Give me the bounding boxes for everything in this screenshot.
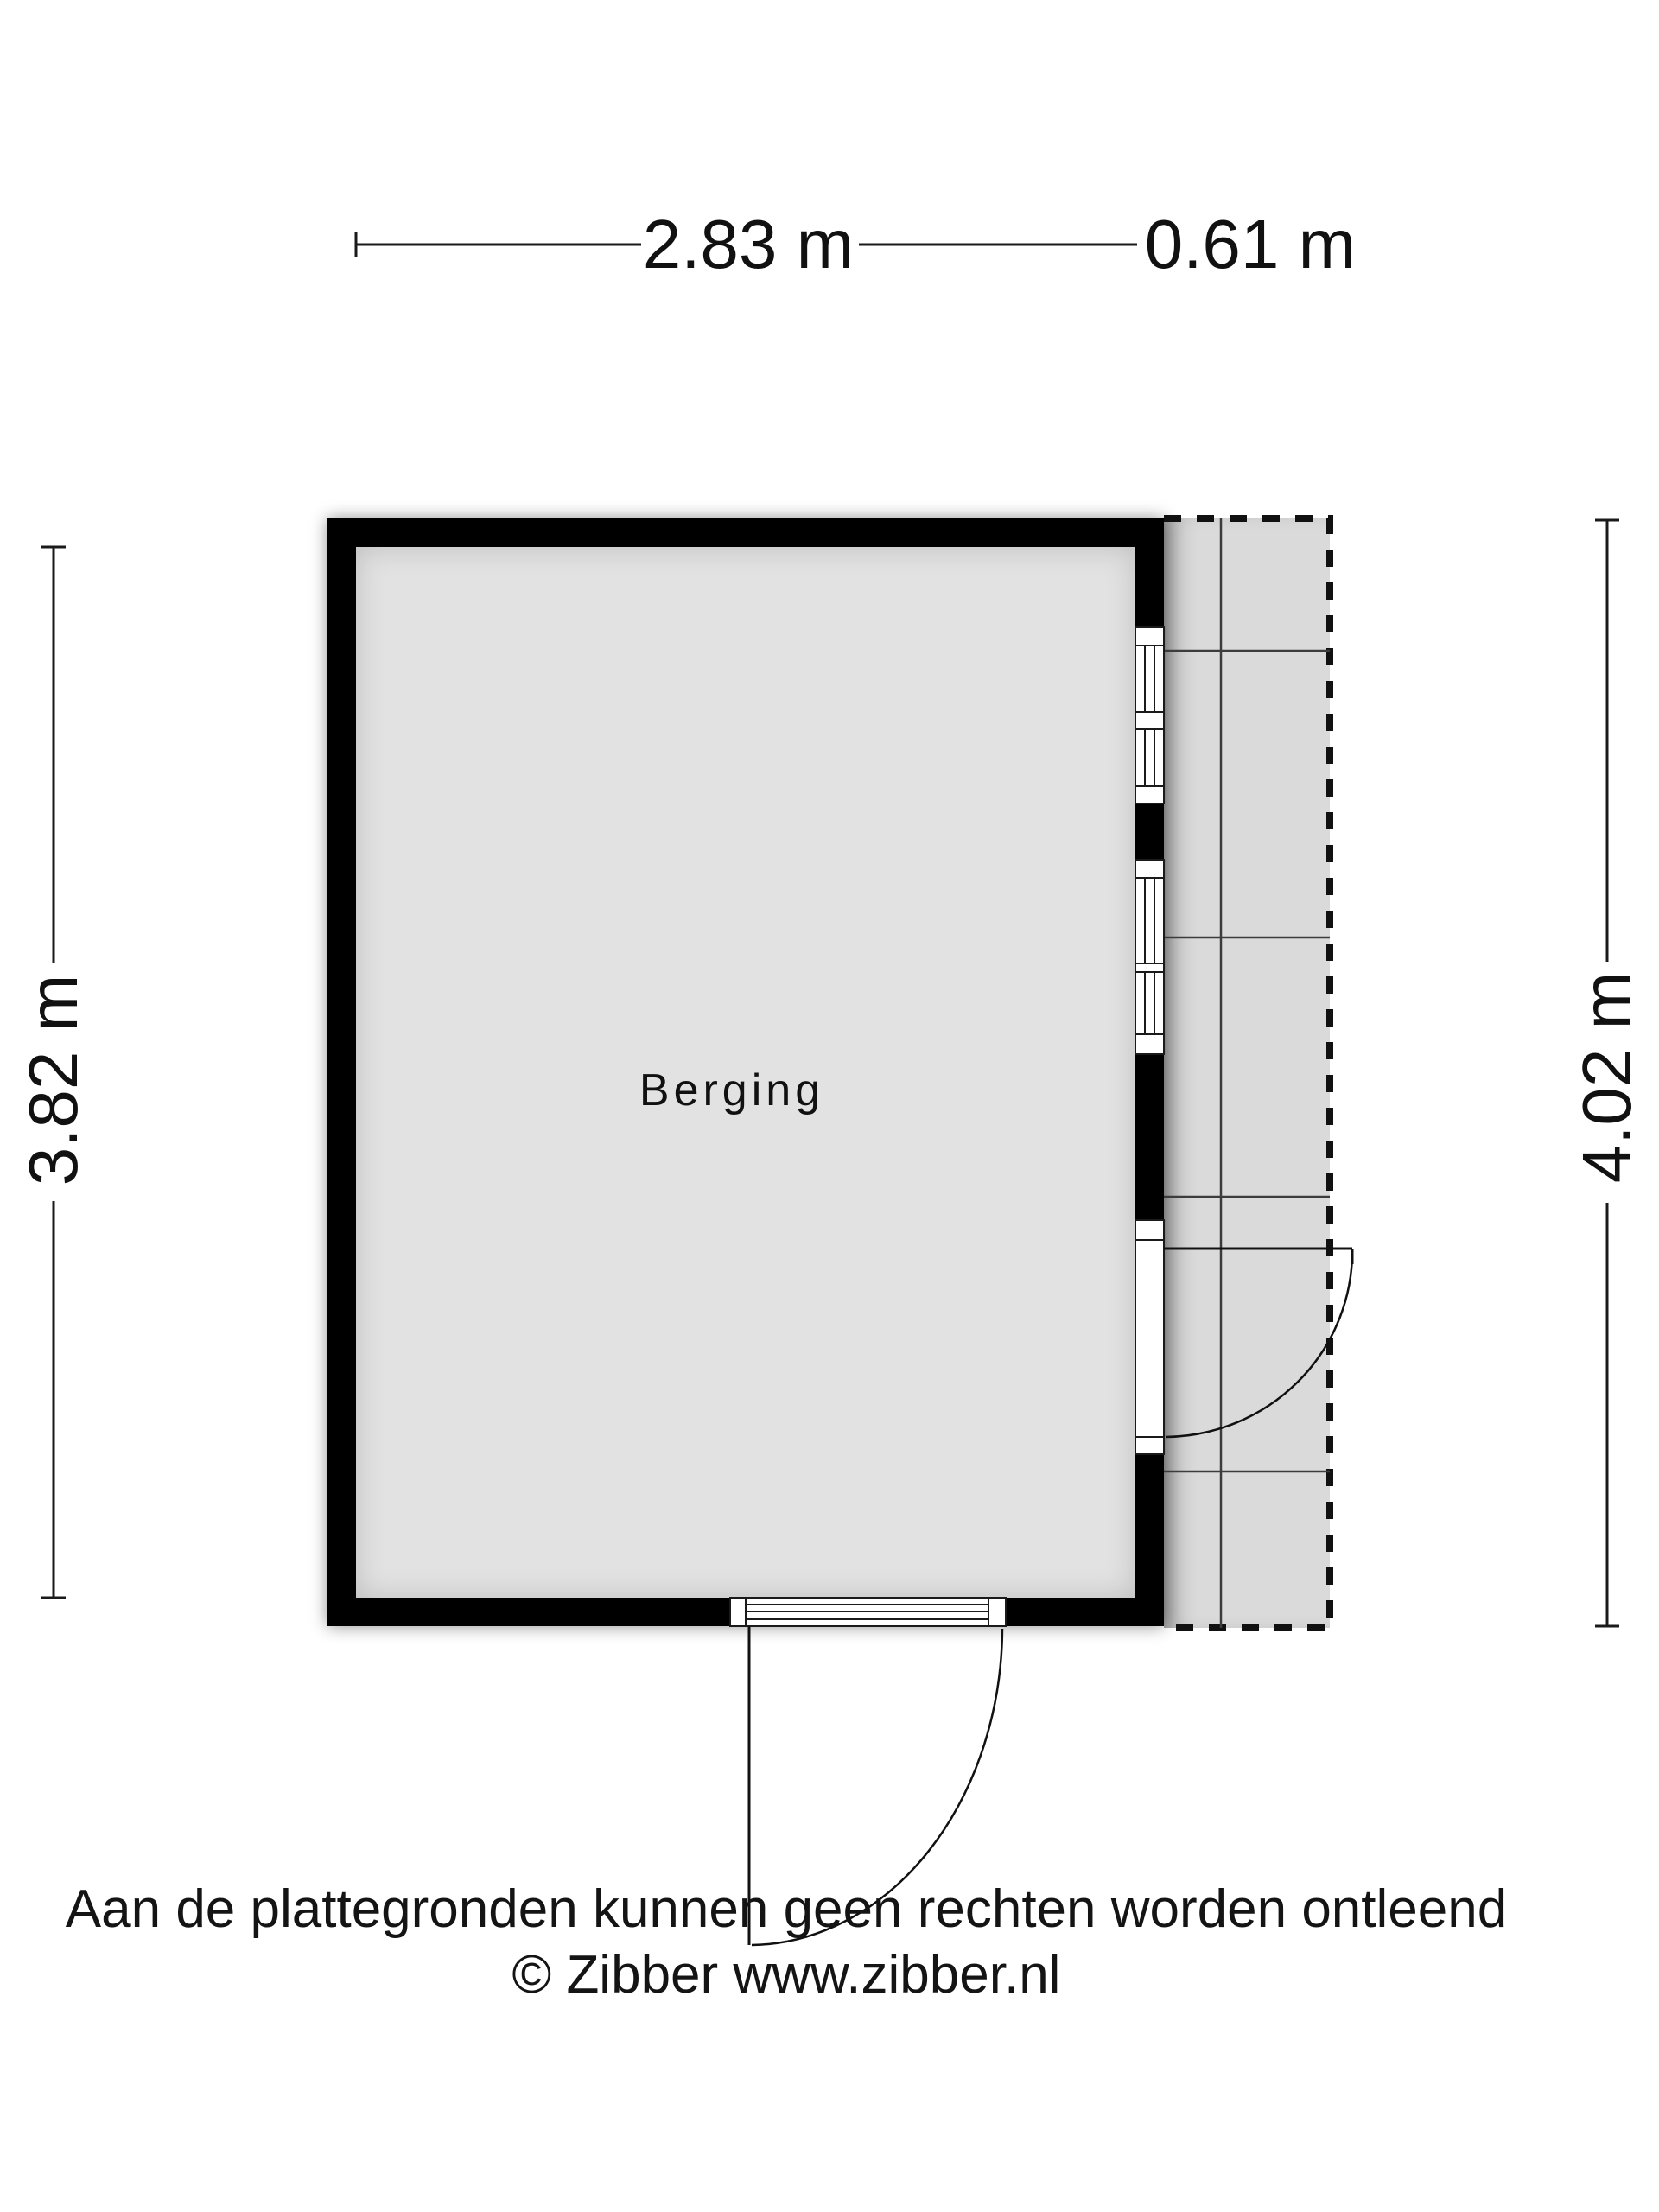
window-glazing (1135, 972, 1164, 1034)
door-jamb (988, 1598, 1006, 1626)
window-frame (1135, 860, 1164, 878)
window-frame (1135, 786, 1164, 804)
door-jamb (730, 1598, 746, 1626)
room-name-label: Berging (639, 1065, 825, 1116)
window-frame (1135, 627, 1164, 645)
window-mullion (1135, 712, 1164, 729)
door-opening (1135, 1240, 1164, 1437)
dimension-label-left-height: 3.82 m (15, 974, 92, 1186)
window-glazing (1135, 729, 1164, 786)
window-frame (1135, 1034, 1164, 1054)
copyright-text: © Zibber www.zibber.nl (512, 1945, 1061, 2005)
door-sill (1135, 1437, 1164, 1454)
dimension-label-right-height: 4.02 m (1568, 971, 1645, 1184)
disclaimer-text: Aan de plattegronden kunnen geen rechten worden ontleend (65, 1879, 1508, 1939)
door-sill (1135, 1220, 1164, 1240)
dimension-label-top-width: 2.83 m (642, 206, 855, 283)
footer (0, 1877, 1573, 2008)
window-mullion (1135, 963, 1164, 972)
overhang-dashed-border (1164, 518, 1330, 1628)
door-swing-arc (1166, 1251, 1352, 1437)
window-glazing (1135, 878, 1164, 963)
dimension-label-overhang-width: 0.61 m (1144, 206, 1357, 283)
window-glazing (1135, 645, 1164, 712)
